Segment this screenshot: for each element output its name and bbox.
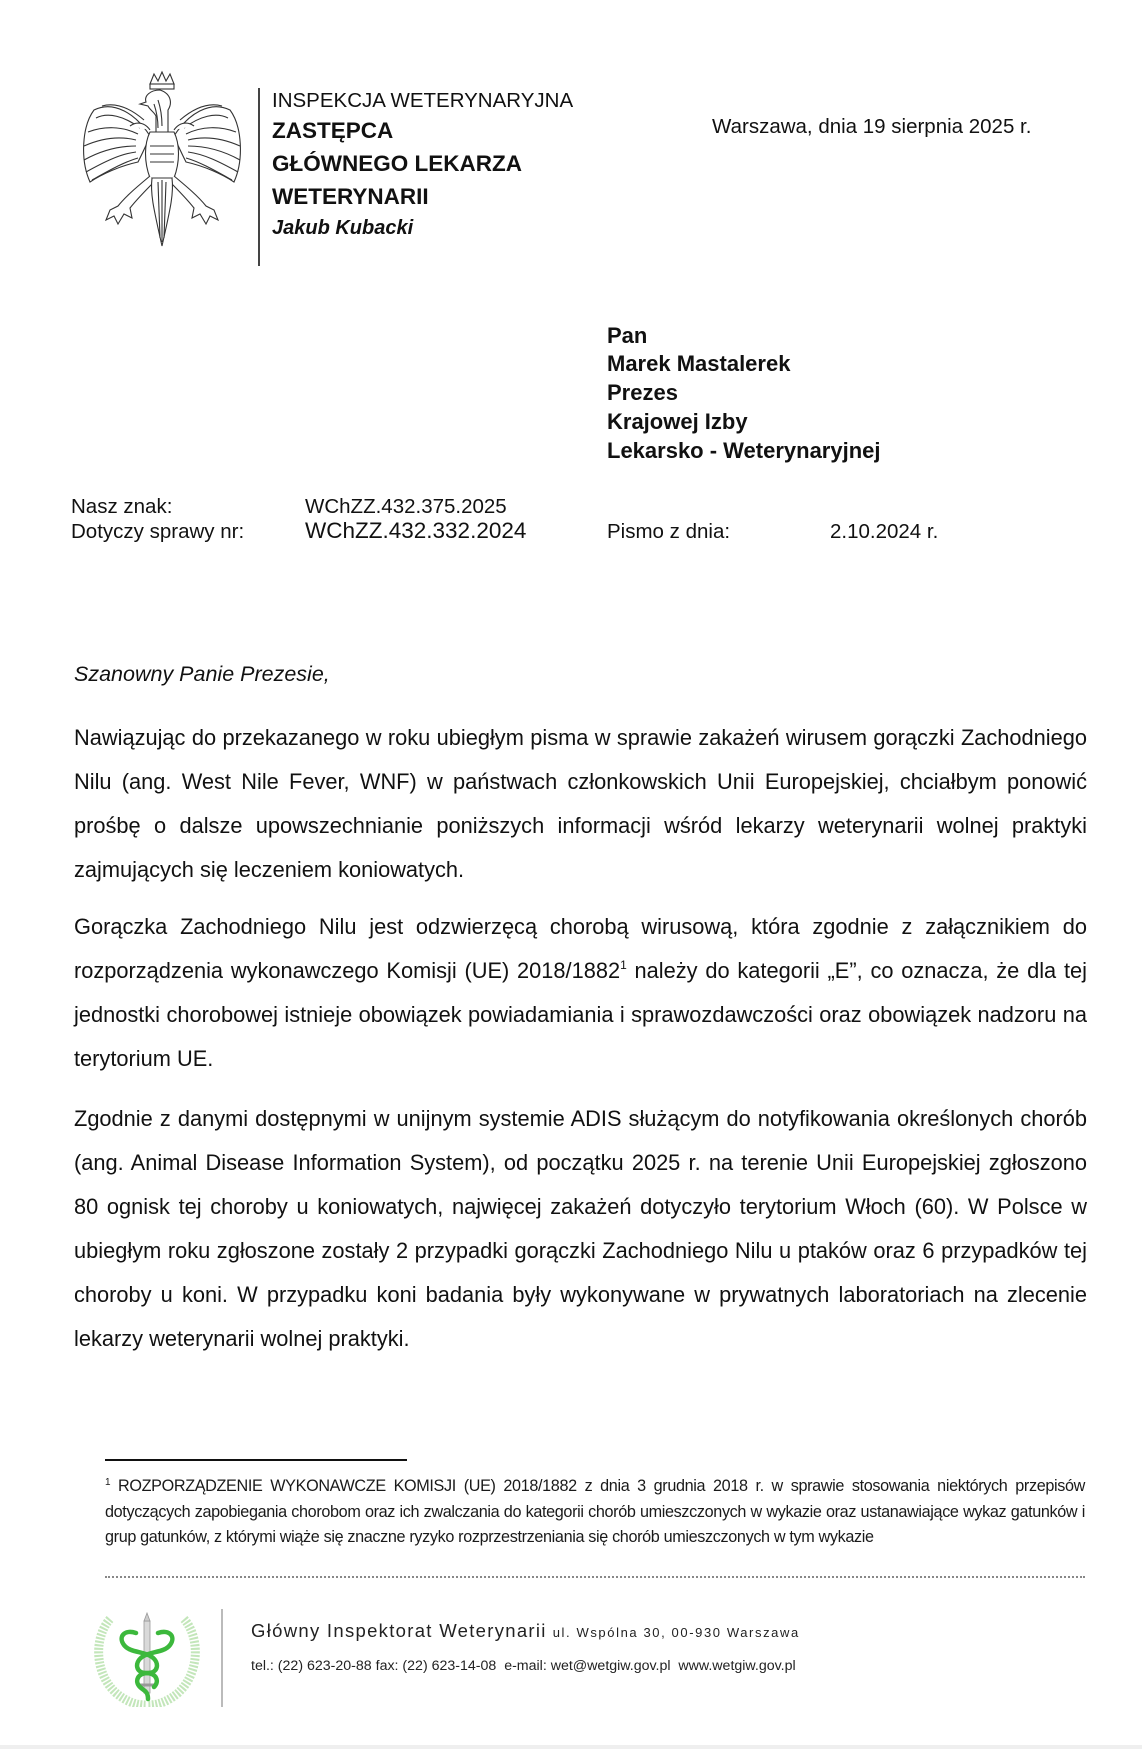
case-number-value: WChZZ.432.332.2024 (305, 518, 527, 543)
title-line-2: GŁÓWNEGO LEKARZA (272, 151, 522, 176)
recipient-line: Lekarsko - Weterynaryjnej (607, 438, 881, 463)
recipient-line: Pan (607, 323, 648, 348)
footer-website-link[interactable]: www.wetgiw.gov.pl (678, 1658, 796, 1674)
case-number-label: Dotyczy sprawy nr: (71, 520, 245, 543)
recipient-line: Marek Mastalerek (607, 351, 791, 376)
body-paragraph-3: Zgodnie z danymi dostępnymi w unijnym systemie ADIS służącym do notyfikowania określonych chorób (ang. Animal Disease Information System), od początku 2025 r. na terenie Unii Europejskiej zgłoszono 80 ognisk tej choroby u koniowatych, najwięcej zakażeń dotyczyło terytorium Włoch (60). W Polsce w ubiegłym roku zgłoszone zostały 2 przypadki gorączki Zachodniego Nilu u ptaków oraz 6 przypadków tej choroby u koni. W przypadku koni badania były wykonywane w prywatnych laboratoriach na zlecenie lekarzy weterynarii wolnej praktyki. (74, 1106, 1087, 1351)
date-line: Warszawa, dnia 19 sierpnia 2025 r. (712, 115, 1032, 138)
footer-dotted-divider (105, 1576, 1085, 1578)
recipient-line: Prezes (607, 380, 678, 405)
salutation: Szanowny Panie Prezesie, (74, 662, 330, 686)
footer-email[interactable]: e-mail: wet@wetgiw.gov.pl (504, 1658, 671, 1674)
footnote (105, 1474, 1085, 1551)
letter-date-label: Pismo z dnia: (607, 520, 731, 543)
our-sign-value: WChZZ.432.375.2025 (305, 495, 507, 518)
paragraph-text: należy do kategorii „E”, co oznacza, że dla tej jednostki chorobowej istnieje obowiązek powiadamiania i sprawozdawczości oraz obowiązek nadzoru na terytorium UE. (74, 958, 1087, 1071)
paragraph-text: Gorączka Zachodniego Nilu jest odzwierzęcą chorobą wirusową, która zgodnie z załącznikiem do rozporządzenia wykonawczego Komisji (UE) 2018/1882 (74, 914, 1087, 983)
letter-date-value: 2.10.2024 r. (830, 520, 939, 543)
footer-contact-line (251, 1658, 796, 1674)
footer-organization-line (251, 1620, 800, 1642)
our-sign-label: Nasz znak: (71, 495, 173, 518)
footer-fax: fax: (22) 623-14-08 (375, 1658, 497, 1674)
footnote-text: ROZPORZĄDZENIE WYKONAWCZE KOMISJI (UE) 2018/1882 z dnia 3 grudnia 2018 r. w sprawie stosowania niektórych przepisów dotyczących zapobiegania chorobom oraz ich zwalczania do kategorii chorób umieszczonych w wykazie oraz ustanawiające wykaz gatunków i grup gatunków, z którymi wiąże się znaczne ryzyko rozprzestrzeniania się chorób umieszczonych w tym wykazie (105, 1477, 1085, 1546)
polish-eagle-emblem-icon (80, 70, 244, 250)
body-paragraph-1: Nawiązując do przekazanego w roku ubiegłym pisma w sprawie zakażeń wirusem gorączki Zachodniego Nilu (ang. West Nile Fever, WNF) w państwach członkowskich Unii Europejskiej, chciałbym ponowić prośbę o dalsze upowszechnianie poniższych informacji wśród lekarzy weterynarii wolnej praktyki zajmujących się leczeniem koniowatych. (74, 725, 1087, 882)
footnote-number: 1 (105, 1477, 111, 1488)
title-line-3: WETERYNARII (272, 184, 429, 209)
footer-phone: tel.: (22) 623-20-88 (251, 1658, 372, 1674)
veterinary-caduceus-logo-icon (88, 1607, 206, 1707)
institution-name: INSPEKCJA WETERYNARYJNA (272, 89, 574, 112)
page-bottom-edge (0, 1745, 1142, 1749)
footnote-separator (105, 1459, 407, 1461)
letterhead-divider (258, 88, 260, 266)
body-paragraph-2 (74, 905, 1087, 1081)
footnote-reference[interactable]: 1 (620, 958, 627, 972)
footer-address: ul. Wspólna 30, 00-930 Warszawa (552, 1625, 800, 1640)
recipient-line: Krajowej Izby (607, 409, 748, 434)
footer-organization: Główny Inspektorat Weterynarii (251, 1620, 547, 1641)
footer-divider (221, 1609, 223, 1707)
signatory-name: Jakub Kubacki (272, 217, 414, 239)
title-line-1: ZASTĘPCA (272, 118, 394, 143)
